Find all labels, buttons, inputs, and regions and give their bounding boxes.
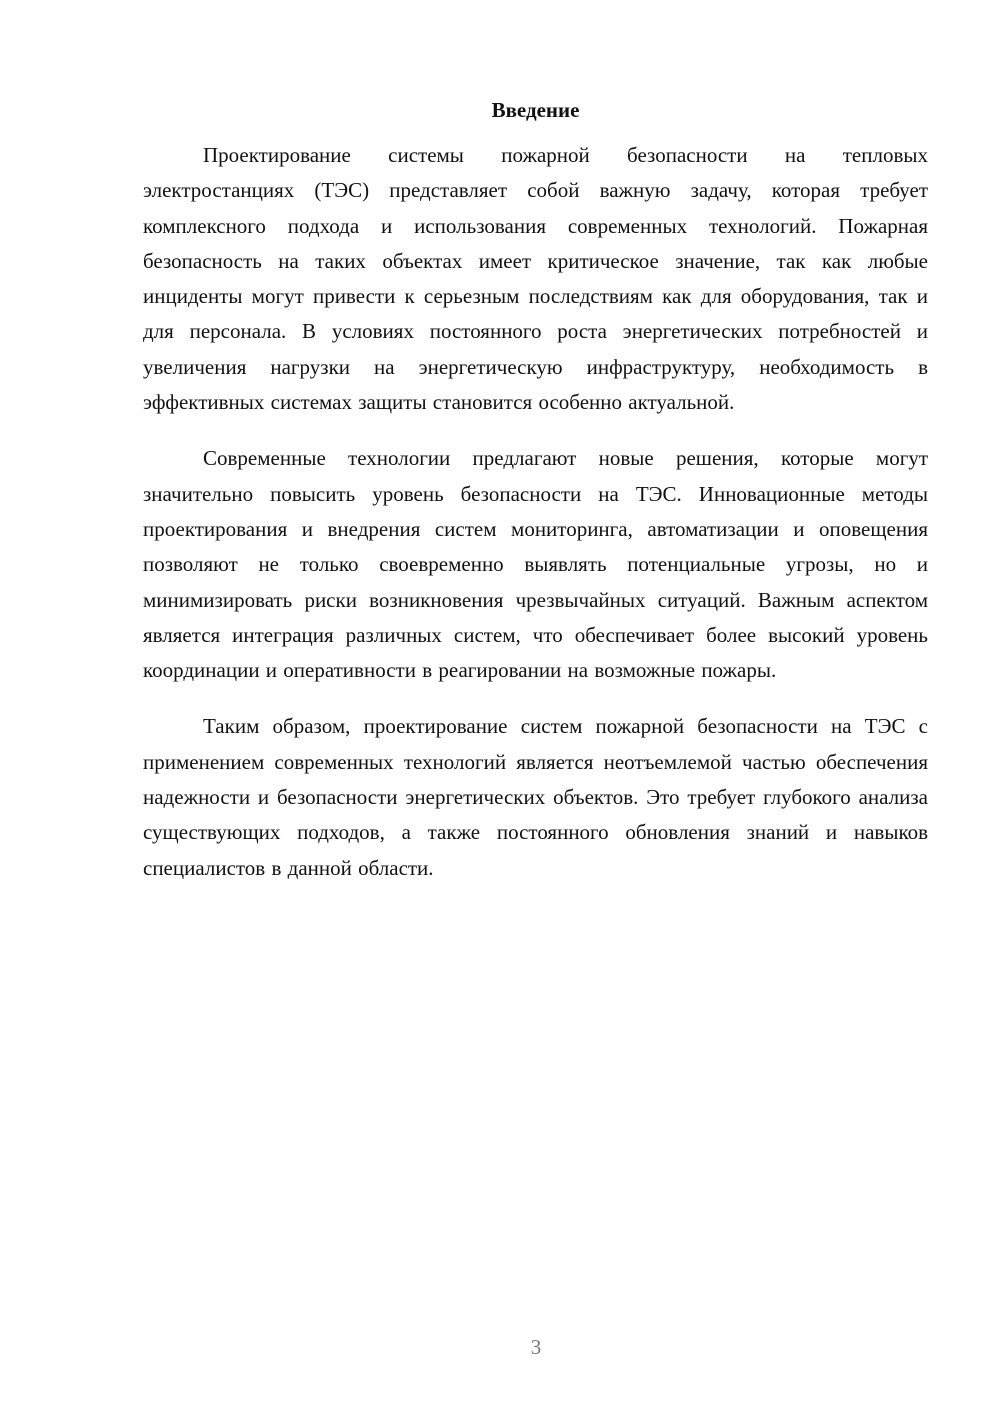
section-heading: Введение — [491, 98, 580, 122]
paragraph-3: Таким образом, проектирование систем пожарной безопасности на ТЭС с применением современных технологий является неотъемлемой частью обеспечения надежности и безопасности энергетических объектов. Это требует глубокого анализа существующих подходов, а также постоянного обновления знаний и навыков специалистов в данной области. — [143, 714, 928, 880]
paragraph-2: Современные технологии предлагают новые решения, которые могут значительно повысить уровень безопасности на ТЭС. Инновационные методы проектирования и внедрения систем мониторинга, автоматизации и оповещения позволяют не только своевременно выявлять потенциальные угрозы, но и минимизировать риски возникновения чрезвычайных ситуаций. Важным аспектом является интеграция различных систем, что обеспечивает более высокий уровень координации и оперативности в реагировании на возможные пожары. — [143, 446, 928, 683]
paragraph-1: Проектирование системы пожарной безопасности на тепловых электростанциях (ТЭС) представляет собой важную задачу, которая требует комплексного подхода и использования современных технологий. Пожарная безопасность на таких объектах имеет критическое значение, так как любые инциденты могут привести к серьезным последствиям как для оборудования, так и для персонала. В условиях постоянного роста энергетических потребностей и увеличения нагрузки на энергетическую инфраструктуру, необходимость в эффективных системах защиты становится особенно актуальной. — [143, 143, 928, 415]
page-number: 3 — [530, 1335, 542, 1359]
page-content — [143, 92, 928, 907]
